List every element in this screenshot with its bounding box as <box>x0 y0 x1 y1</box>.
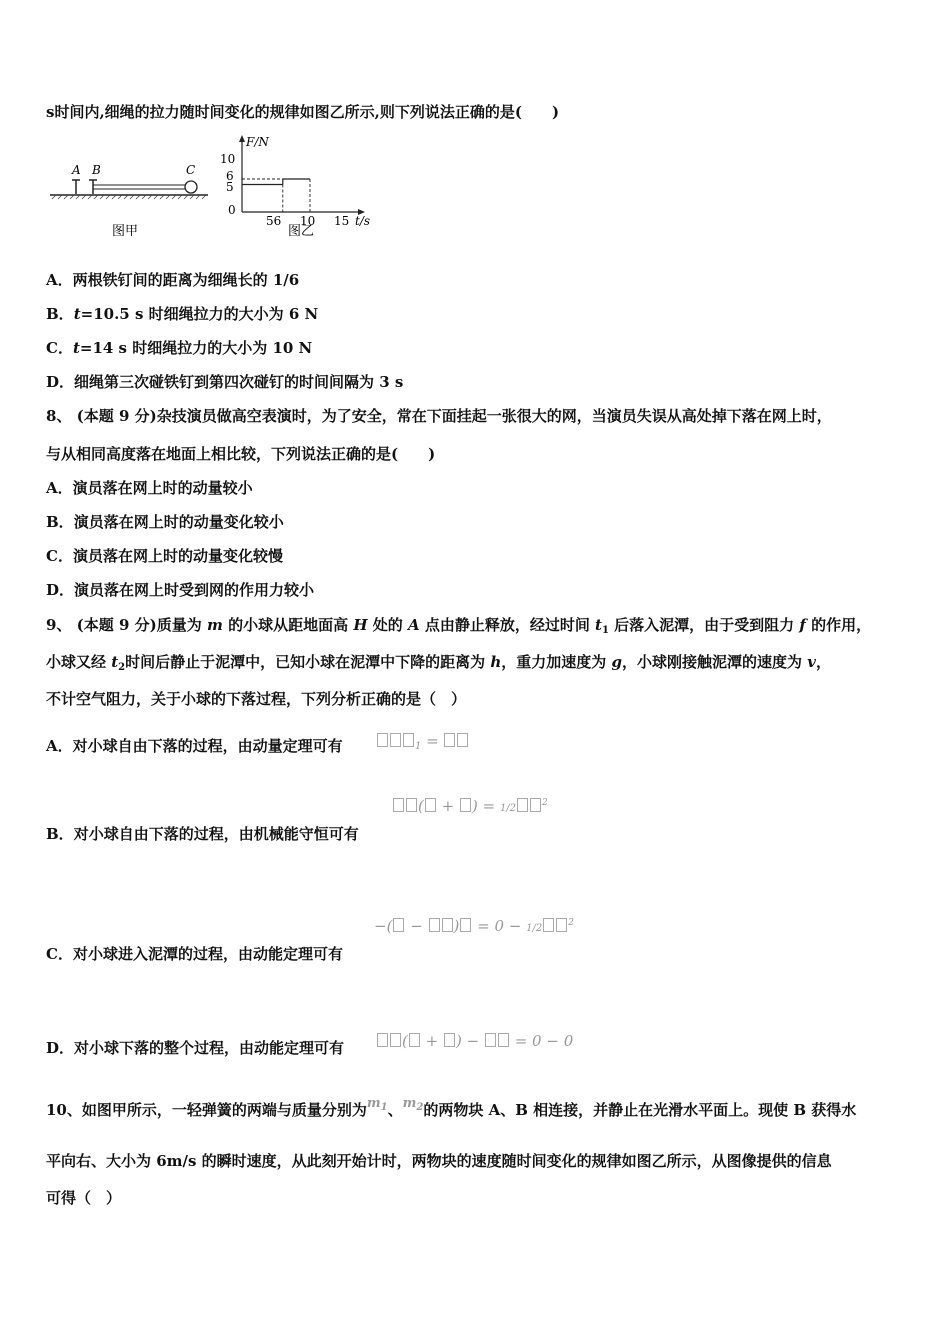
q7-option-b <box>46 304 318 324</box>
formula-half: 1/2 <box>499 803 517 814</box>
point-c-label: C <box>186 163 196 177</box>
option-text: =10.5 s 时细绳拉力的大小为 6 N <box>80 305 319 323</box>
option-label: C． <box>46 339 73 357</box>
q7-figure-yi <box>212 132 382 240</box>
q9-option-c <box>46 944 343 964</box>
q9-text: 的作用， <box>805 616 872 634</box>
q9-line2 <box>46 652 831 678</box>
var-t: t <box>595 616 602 634</box>
q9-text: 的小球从距地面高 <box>222 616 354 634</box>
q8-option-a <box>46 478 253 498</box>
q7-stem-tail: s时间内,细绳的拉力随时间变化的规律如图乙所示,则下列说法正确的是( ) <box>46 103 560 121</box>
y-tick-5: 5 <box>226 180 234 194</box>
q8-number: 8、 <box>46 407 72 425</box>
force-series <box>242 179 310 212</box>
q10-text: 的两物块 A、B 相连接，并静止在光滑水平面上。现使 B 获得水 <box>423 1101 857 1119</box>
option-text: 演员落在网上时的动量较小 <box>72 479 253 497</box>
option-label: B． <box>46 305 74 323</box>
option-text: 对小球下落的整个过程，由动能定理可有 <box>74 1039 345 1057</box>
q9-text: 处的 <box>367 616 408 634</box>
q7-option-c <box>46 338 312 358</box>
x-axis-label: t/s <box>355 214 371 228</box>
var-m1-sub: 1 <box>380 1102 388 1113</box>
point-a-label: A <box>72 163 81 177</box>
formula-open: −( <box>374 917 393 935</box>
option-label: C． <box>46 547 73 565</box>
var-v: v <box>807 653 816 671</box>
formula-eq: ) = <box>471 797 500 815</box>
q9-text: 质量为 <box>156 616 207 634</box>
option-text: 对小球自由下落的过程，由机械能守恒可有 <box>73 825 359 843</box>
q9-line3: 不计空气阻力，关于小球的下落过程，下列分析正确的是（ ） <box>46 690 467 708</box>
q9-formula-d: ( + ) − = 0 − 0 <box>376 1032 573 1050</box>
q9-text: 后落入泥潭，由于受到阻力 <box>608 616 800 634</box>
q9-formula-c <box>374 917 574 935</box>
q7-figure-jia <box>46 158 211 238</box>
q9-text: ，重力加速度为 <box>501 653 612 671</box>
fig-jia-caption: 图甲 <box>112 224 139 238</box>
var-m1-letter: m <box>366 1096 381 1111</box>
q9-line1 <box>46 615 871 641</box>
var-h-cap: H <box>353 616 368 634</box>
q8-line2: 与从相同高度落在地面上相比较，下列说法正确的是( ) <box>46 445 436 463</box>
option-text: 演员落在网上时的动量变化较小 <box>73 513 284 531</box>
var-a: A <box>407 616 420 634</box>
option-text: 演员落在网上时的动量变化较慢 <box>72 547 283 565</box>
var-f: f <box>799 616 806 634</box>
q9-formula-b: ( + ) = 1/2 $^2$ <box>392 797 548 815</box>
q9-formula-a <box>376 732 469 752</box>
option-var: t <box>72 339 80 357</box>
var-t: t <box>111 653 119 671</box>
q7-option-a <box>46 270 299 290</box>
var-h: h <box>490 653 502 671</box>
q10-line1 <box>46 1096 857 1126</box>
option-label: A． <box>46 737 73 755</box>
q10-line3: 可得（ ） <box>46 1189 122 1207</box>
var-m2 <box>403 1096 424 1111</box>
q8-text: 杂技演员做高空表演时，为了安全，常在下面挂起一张很大的网，当演员失误从高处掉下落在网上时， <box>156 407 832 425</box>
option-text: 对小球自由下落的过程，由动量定理可有 <box>72 737 343 755</box>
formula-minus: ) − <box>455 1032 484 1050</box>
q9-text: 点由静止释放，经过时间 <box>419 616 596 634</box>
q7-option-d <box>46 372 403 392</box>
q9-text: ，小球刚接触泥潭的速度为 <box>622 653 808 671</box>
q9-text: 小球又经 <box>46 653 112 671</box>
option-text: =14 s 时细绳拉力的大小为 10 N <box>79 339 313 357</box>
option-label: C． <box>46 945 73 963</box>
var-m2-letter: m <box>402 1096 417 1111</box>
var-m2-sub: 2 <box>416 1102 424 1113</box>
option-label: A． <box>46 271 73 289</box>
option-label: D． <box>46 373 75 391</box>
q10-line2: 平向右、大小为 6m/s 的瞬时速度，从此刻开始计时，两物块的速度随时间变化的规律如图乙所示，从图像提供的信息 <box>46 1152 832 1170</box>
formula-sub: 1 <box>415 741 422 752</box>
formula-plus: + <box>420 1032 443 1050</box>
formula-square: 2 <box>542 798 548 808</box>
q9-option-d <box>46 1038 344 1058</box>
option-text: 两根铁钉间的距离为细绳长的 1/6 <box>72 271 300 289</box>
option-text: 对小球进入泥潭的过程，由动能定理可有 <box>72 945 343 963</box>
var-m: m <box>206 616 223 634</box>
point-b-label: B <box>92 163 101 177</box>
q10-sep: 、 <box>387 1101 403 1119</box>
option-text: 演员落在网上时受到网的作用力较小 <box>74 581 315 599</box>
x-tick-15: 15 <box>334 214 350 228</box>
formula-close: ) <box>453 917 460 935</box>
option-label: B． <box>46 825 74 843</box>
q8-line1 <box>46 406 832 426</box>
q9-option-a <box>46 736 343 756</box>
formula-half: 1/2 <box>526 923 543 934</box>
fig-yi-caption: 图乙 <box>288 224 315 239</box>
option-label: A． <box>46 479 73 497</box>
option-label: D． <box>46 581 75 599</box>
y-axis-arrow <box>239 135 245 142</box>
option-label: B． <box>46 513 74 531</box>
q10-text: 如图甲所示，一轻弹簧的两端与质量分别为 <box>81 1101 367 1119</box>
q8-option-d <box>46 580 314 600</box>
x-tick-56: 56 <box>266 214 282 228</box>
var-g: g <box>611 653 623 671</box>
q9-number: 9、 <box>46 616 72 634</box>
q8-option-c <box>46 546 283 566</box>
formula-square: 2 <box>568 918 574 928</box>
option-label: D． <box>46 1039 75 1057</box>
q9-text: 时间后静止于泥潭中，已知小球在泥潭中下降的距离为 <box>125 653 491 671</box>
q9-text: ， <box>815 653 831 671</box>
q8-option-b <box>46 512 284 532</box>
y-axis-label: F/N <box>246 135 269 149</box>
x-tick-10: 10 <box>300 214 316 228</box>
q8-score: (本题 9 分) <box>76 407 157 425</box>
var-t-sub: 2 <box>118 662 126 673</box>
formula-rhs: = 0 − 0 <box>509 1032 574 1050</box>
option-var: t <box>73 305 81 323</box>
formula-eq: = <box>421 732 444 750</box>
origin-label: 0 <box>228 203 236 217</box>
formula-minus: − <box>405 917 428 935</box>
y-tick-10: 10 <box>220 152 236 166</box>
var-m1 <box>367 1096 388 1111</box>
ball-c <box>185 181 197 193</box>
q10-number: 10、 <box>46 1101 82 1119</box>
var-t-sub: 1 <box>601 625 609 636</box>
y-tick-6: 6 <box>226 169 234 183</box>
formula-rhs: = 0 − <box>472 917 527 935</box>
q9-score: (本题 9 分) <box>76 616 157 634</box>
option-text: 细绳第三次碰铁钉到第四次碰钉的时间间隔为 3 s <box>74 373 404 391</box>
q9-option-b <box>46 824 359 844</box>
